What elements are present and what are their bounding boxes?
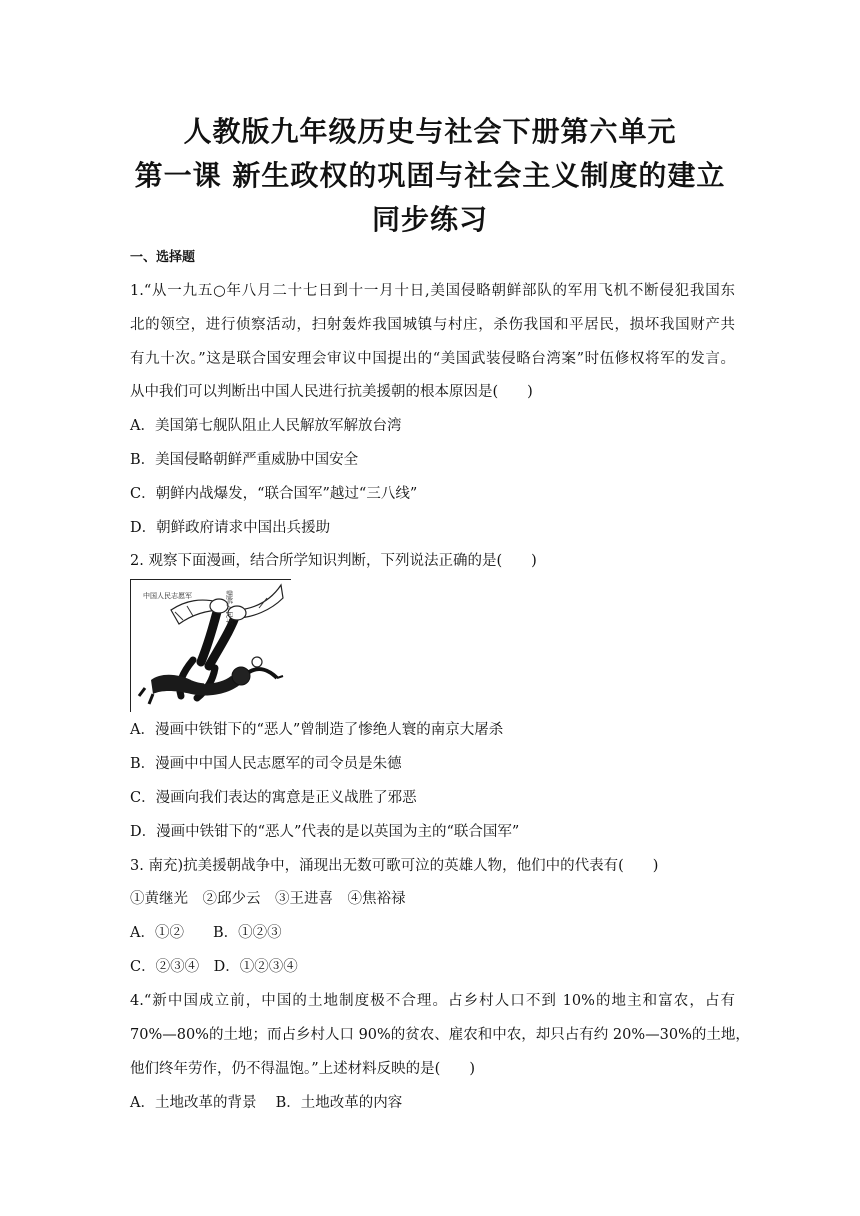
cartoon-label-right: 朝鲜人民军 [225,590,233,625]
q1-stem-line-3: 有九十次。”这是联合国安理会审议中国提出的“美国武装侵略台湾案”时伍修权将军的发言。 [130,351,735,367]
cartoon-illustration [130,579,291,712]
cartoon-label-left: 中国人民志愿军 [143,592,192,600]
section-heading: 一、选择题 [130,250,196,265]
title-line-3: 同步练习 [371,203,488,236]
q2-option-d: D．漫画中铁钳下的“恶人”代表的是以英国为主的“联合国军” [130,824,520,840]
q2-option-b: B．漫画中中国人民志愿军的司令员是朱德 [130,756,402,772]
q1-stem-line-4: 从中我们可以判断出中国人民进行抗美援朝的根本原因是( ) [130,384,533,400]
q4-stem-line-1: 4.“新中国成立前，中国的土地制度极不合理。占乡村人口不到 10%的地主和富农，占有 [130,993,735,1009]
q3-options-cd: C．②③④ D．①②③④ [130,959,298,975]
q1-stem-line-2: 北的领空，进行侦察活动，扫射轰炸我国城镇与村庄，杀伤我国和平居民，损坏我国财产共 [130,317,735,333]
title-line-2: 第一课 新生政权的巩固与社会主义制度的建立 [134,159,726,192]
q3-stem: 3. 南充)抗美援朝战争中，涌现出无数可歌可泣的英雄人物，他们中的代表有( ) [130,858,659,874]
q4-options-ab: A．土地改革的背景 B．土地改革的内容 [130,1095,403,1111]
q1-stem-line-1: 1.“从一九五○年八月二十七日到十一月十日,美国侵略朝鲜部队的军用飞机不断侵犯我国东 [130,283,735,299]
q3-items: ①黄继光 ②邱少云 ③王进喜 ④焦裕禄 [130,891,406,907]
q1-option-a: A．美国第七舰队阻止人民解放军解放台湾 [130,418,402,434]
q1-option-c: C．朝鲜内战爆发，“联合国军”越过“三八线” [130,486,418,502]
q3-options-ab: A．①② B．①②③ [130,925,282,941]
q4-stem-line-2: 70%—80%的土地；而占乡村人口 90%的贫农、雇农和中农，却只占有约 20%—30%的土地， [130,1027,750,1043]
q1-option-d: D．朝鲜政府请求中国出兵援助 [130,520,331,536]
q4-stem-line-3: 他们终年劳作，仍不得温饱。”上述材料反映的是( ) [130,1061,475,1077]
title-line-1: 人教版九年级历史与社会下册第六单元 [183,115,677,148]
q2-option-c: C．漫画向我们表达的寓意是正义战胜了邪恶 [130,790,417,806]
q1-option-b: B．美国侵略朝鲜严重威胁中国安全 [130,452,359,468]
q2-option-a: A．漫画中铁钳下的“恶人”曾制造了惨绝人寰的南京大屠杀 [130,722,504,738]
q2-stem: 2. 观察下面漫画，结合所学知识判断，下列说法正确的是( ) [130,553,537,569]
